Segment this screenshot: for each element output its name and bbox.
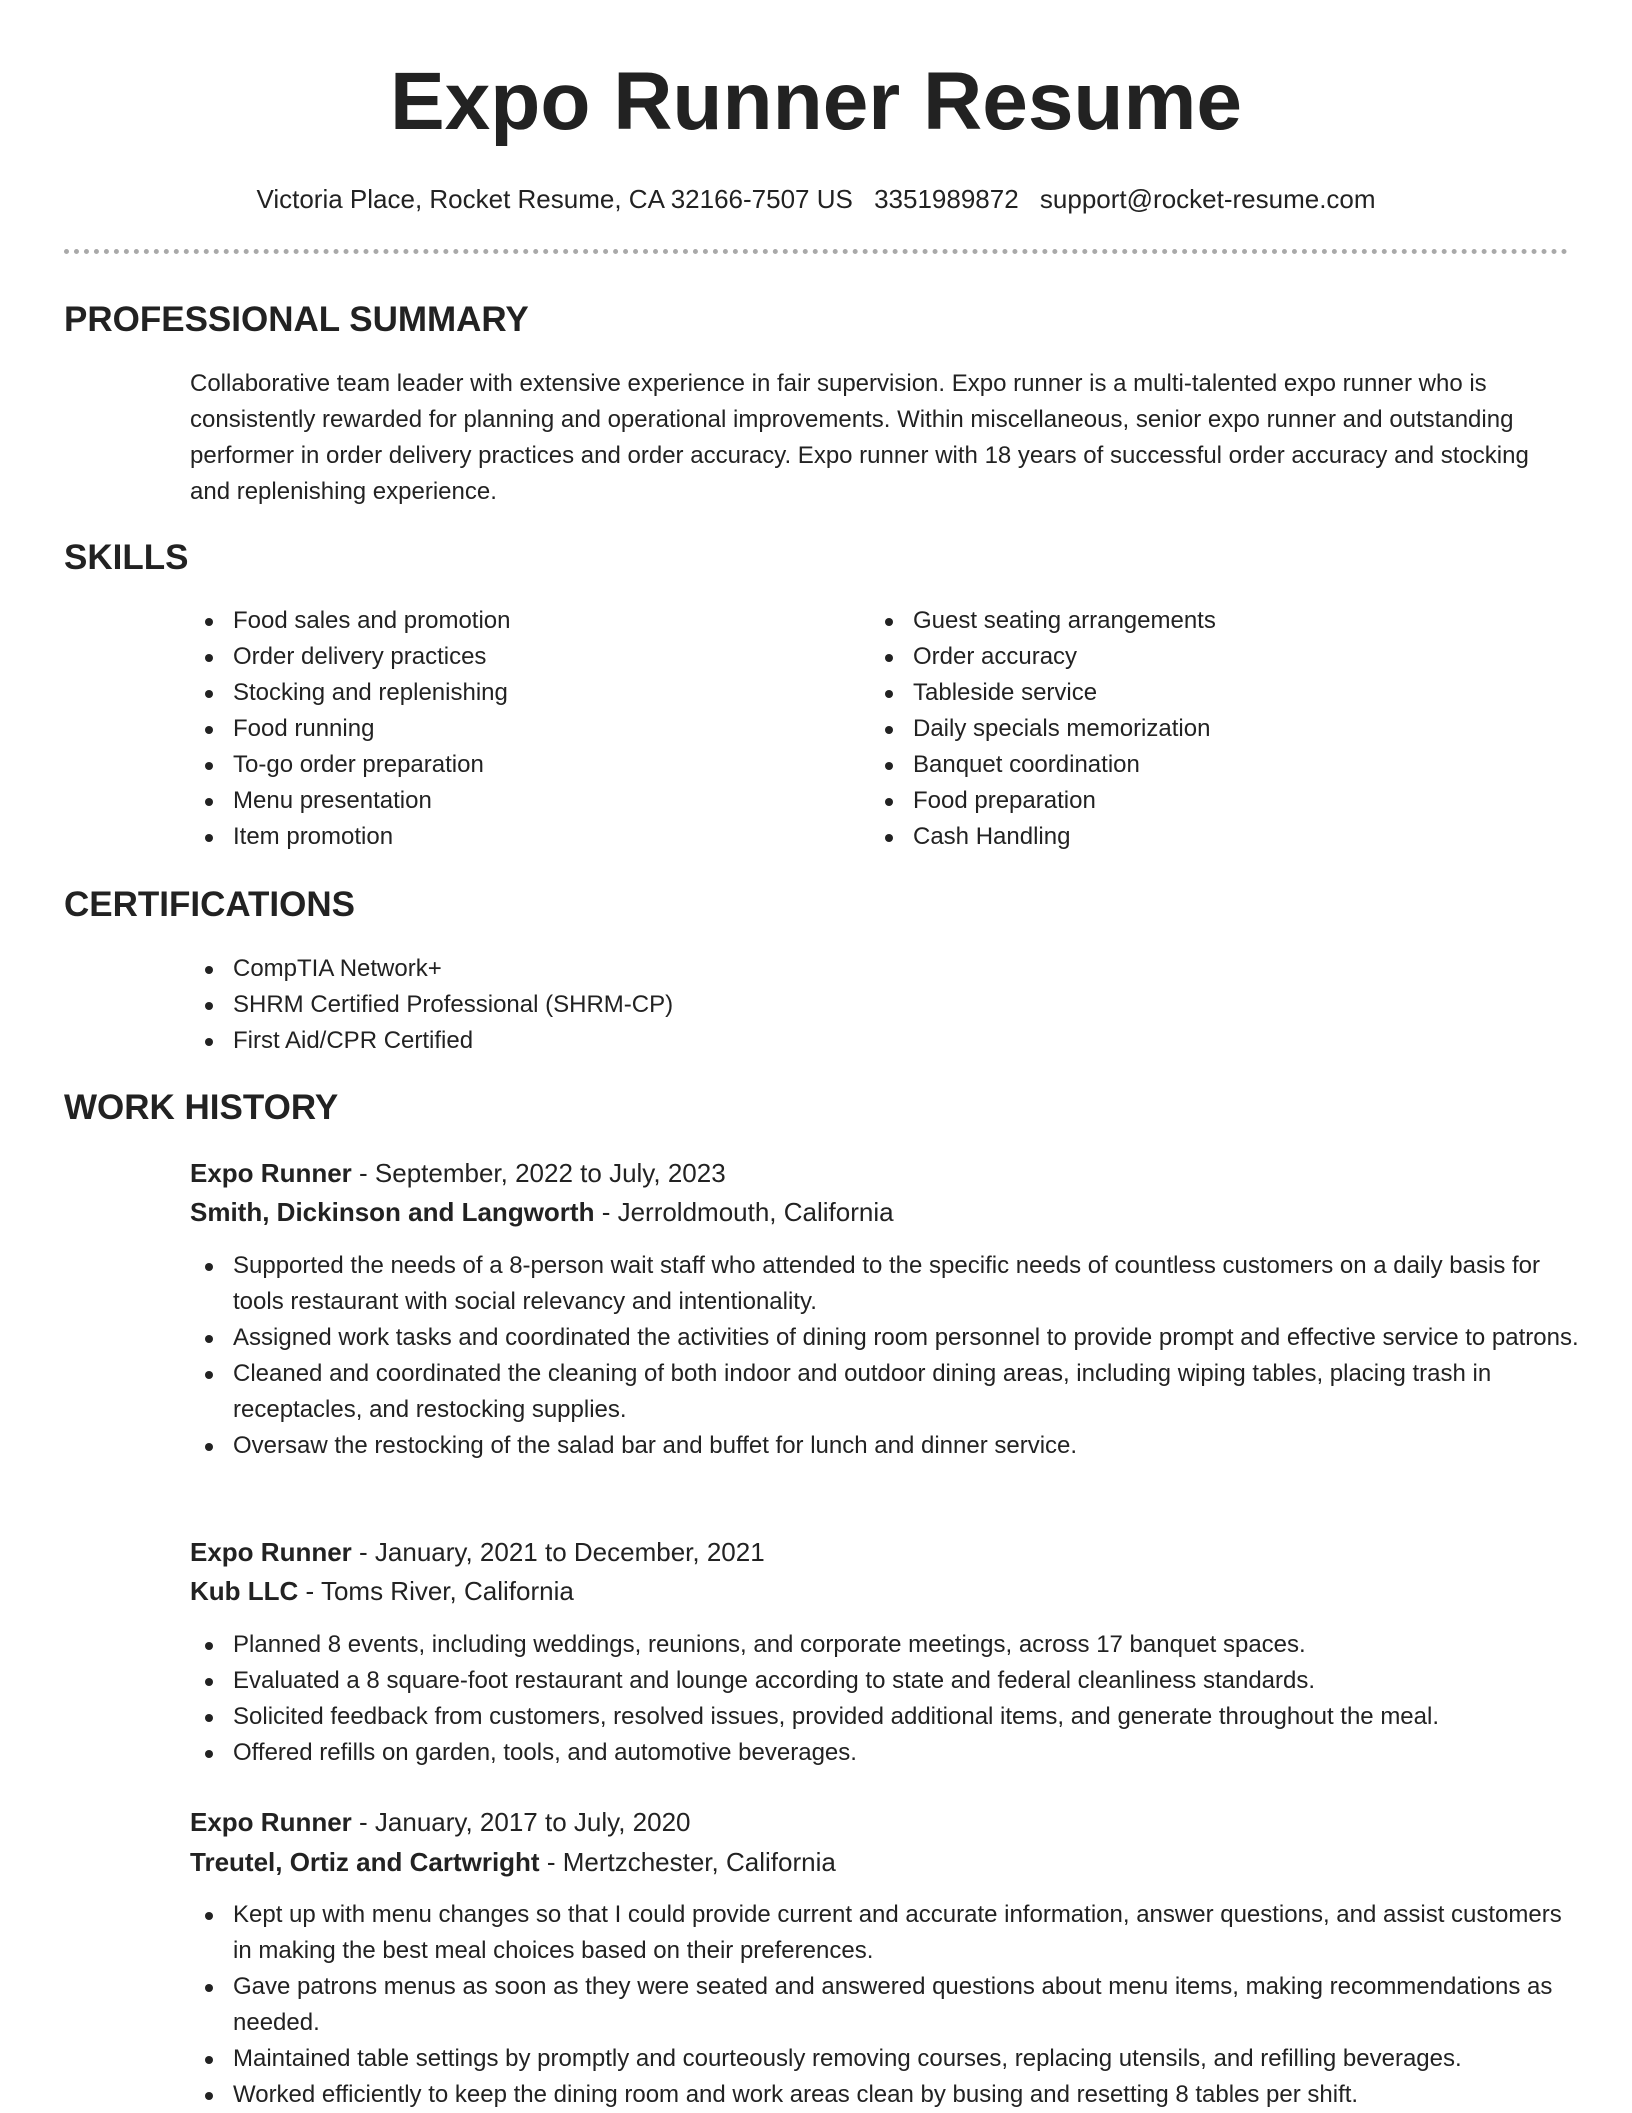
skill-item: Guest seating arrangements xyxy=(870,603,1510,639)
job-dates: - September, 2022 to July, 2023 xyxy=(351,1158,726,1188)
summary-text: Collaborative team leader with extensive experience in fair supervision. Expo runner is a multi-talented expo runner who is consistently rewarded for planning and operational improvements. Within miscellaneous, senior expo runner and outstanding performer in order delivery practices and order accuracy. Expo runner with 18 years of successful order accuracy and stocking and replenishing experience. xyxy=(190,370,1529,505)
job-bullet: Offered refills on garden, tools, and automotive beverages. xyxy=(190,1735,1580,1771)
certification-item: SHRM Certified Professional (SHRM-CP) xyxy=(190,987,1090,1023)
job-company-line xyxy=(190,1194,894,1230)
section-title-summary: PROFESSIONAL SUMMARY xyxy=(64,300,529,339)
skill-item: Banquet coordination xyxy=(870,747,1510,783)
job-bullet: Oversaw the restocking of the salad bar and buffet for lunch and dinner service. xyxy=(190,1428,1580,1464)
job-role: Expo Runner xyxy=(190,1807,352,1837)
job-heading xyxy=(190,1804,690,1840)
skill-item: Stocking and replenishing xyxy=(190,675,830,711)
job-bullet: Supported the needs of a 8-person wait staff who attended to the specific needs of countless customers on a daily basis for tools restaurant with social relevancy and intentionality. xyxy=(190,1248,1580,1320)
job-bullet: Worked efficiently to keep the dining room and work areas clean by busing and resetting 8 tables per shift. xyxy=(190,2077,1580,2113)
job-role: Expo Runner xyxy=(190,1537,352,1567)
job-bullets xyxy=(190,1897,1580,2113)
contact-line xyxy=(0,181,1632,217)
job-heading xyxy=(190,1155,726,1191)
job-company-line xyxy=(190,1844,836,1880)
skill-item: Tableside service xyxy=(870,675,1510,711)
skill-item: To-go order preparation xyxy=(190,747,830,783)
certification-item: CompTIA Network+ xyxy=(190,951,1090,987)
skills-list-left xyxy=(190,603,830,855)
job-company: Kub LLC xyxy=(190,1576,299,1606)
job-bullet: Maintained table settings by promptly and courteously removing courses, replacing utensils, and refilling beverages. xyxy=(190,2041,1580,2077)
job-bullet: Evaluated a 8 square-foot restaurant and lounge according to state and federal cleanliness standards. xyxy=(190,1663,1580,1699)
job-bullets xyxy=(190,1627,1580,1771)
certifications-list xyxy=(190,951,1090,1059)
skill-item: Menu presentation xyxy=(190,783,830,819)
skill-item: Order delivery practices xyxy=(190,639,830,675)
job-dates: - January, 2021 to December, 2021 xyxy=(351,1537,765,1567)
contact-phone[interactable]: 3351989872 xyxy=(874,184,1019,214)
skill-item: Daily specials memorization xyxy=(870,711,1510,747)
section-title-work-history: WORK HISTORY xyxy=(64,1088,339,1127)
certification-item: First Aid/CPR Certified xyxy=(190,1023,1090,1059)
job-location: - Mertzchester, California xyxy=(539,1847,836,1877)
job-company-line xyxy=(190,1573,574,1609)
section-title-skills: SKILLS xyxy=(64,538,189,577)
contact-email[interactable]: support@rocket-resume.com xyxy=(1039,184,1376,214)
skill-item: Food sales and promotion xyxy=(190,603,830,639)
skill-item: Food preparation xyxy=(870,783,1510,819)
job-bullet: Solicited feedback from customers, resolved issues, provided additional items, and generate throughout the meal. xyxy=(190,1699,1580,1735)
skill-item: Item promotion xyxy=(190,819,830,855)
job-bullet: Assigned work tasks and coordinated the activities of dining room personnel to provide prompt and effective service to patrons. xyxy=(190,1320,1580,1356)
section-title-certifications: CERTIFICATIONS xyxy=(64,885,356,924)
job-bullet: Cleaned and coordinated the cleaning of both indoor and outdoor dining areas, including wiping tables, placing trash in receptacles, and restocking supplies. xyxy=(190,1356,1580,1428)
job-bullet: Planned 8 events, including weddings, reunions, and corporate meetings, across 17 banquet spaces. xyxy=(190,1627,1580,1663)
job-company: Smith, Dickinson and Langworth xyxy=(190,1197,595,1227)
job-location: - Jerroldmouth, California xyxy=(594,1197,894,1227)
skill-item: Order accuracy xyxy=(870,639,1510,675)
contact-address: Victoria Place, Rocket Resume, CA 32166-7507 US xyxy=(256,184,853,214)
skill-item: Cash Handling xyxy=(870,819,1510,855)
header-divider xyxy=(64,249,1568,254)
job-location: - Toms River, California xyxy=(298,1576,574,1606)
skill-item: Food running xyxy=(190,711,830,747)
job-heading xyxy=(190,1534,765,1570)
job-role: Expo Runner xyxy=(190,1158,352,1188)
job-company: Treutel, Ortiz and Cartwright xyxy=(190,1847,540,1877)
resume-title: Expo Runner Resume xyxy=(389,56,1243,147)
skills-list-right xyxy=(870,603,1510,855)
job-bullet: Kept up with menu changes so that I could provide current and accurate information, answer questions, and assist customers in making the best meal choices based on their preferences. xyxy=(190,1897,1580,1969)
job-dates: - January, 2017 to July, 2020 xyxy=(351,1807,691,1837)
job-bullets xyxy=(190,1248,1580,1464)
job-bullet: Gave patrons menus as soon as they were seated and answered questions about menu items, making recommendations as needed. xyxy=(190,1969,1580,2041)
